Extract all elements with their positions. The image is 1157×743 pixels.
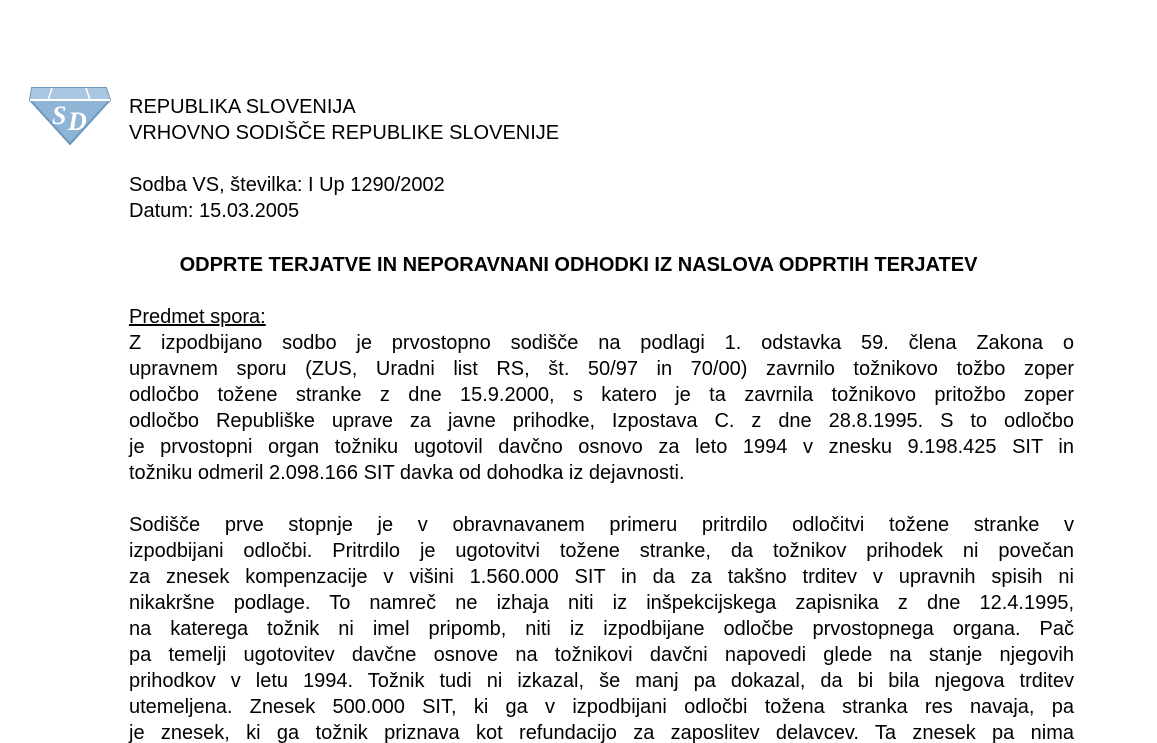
country-name: REPUBLIKA SLOVENIJA bbox=[129, 96, 356, 118]
paragraph-line: odločbo tožene stranke z dne 15.9.2000, s katero je ta zavrnila tožnikovo pritožbo zoper bbox=[129, 384, 1074, 406]
document-header bbox=[129, 94, 559, 146]
case-number: Sodba VS, številka: I Up 1290/2002 bbox=[129, 174, 445, 196]
paragraph-line: prihodkov v letu 1994. Tožnik tudi ni izkazal, še manj pa dokazal, da bi bila njegova trditev bbox=[129, 670, 1074, 692]
svg-text:D: D bbox=[68, 107, 87, 136]
paragraph-line: utemeljena. Znesek 500.000 SIT, ki ga v izpodbijani odločbi tožena stranka res navaja, pa bbox=[129, 696, 1074, 718]
case-meta bbox=[129, 172, 445, 224]
section-heading: Predmet spora: bbox=[129, 306, 266, 328]
paragraph-line: na katerega tožnik ni imel pripomb, niti iz izpodbijane odločbe prvostopnega organa. Pač bbox=[129, 618, 1074, 640]
paragraph-1 bbox=[129, 330, 1074, 486]
paragraph-line: nikakršne podlage. To namreč ne izhaja niti iz inšpekcijskega zapisnika z dne 12.4.1995, bbox=[129, 592, 1074, 614]
paragraph-line: Sodišče prve stopnje je v obravnavanem primeru pritrdilo odločitvi tožene stranke v bbox=[129, 514, 1074, 536]
court-name: VRHOVNO SODIŠČE REPUBLIKE SLOVENIJE bbox=[129, 122, 560, 144]
document-title: ODPRTE TERJATVE IN NEPORAVNANI ODHODKI IZ NASLOVA ODPRTIH TERJATEV bbox=[179, 254, 978, 276]
paragraph-line: upravnem sporu (ZUS, Uradni list RS, št. 50/97 in 70/00) zavrnilo tožnikovo tožbo zoper bbox=[129, 358, 1074, 380]
svg-text:S: S bbox=[52, 101, 67, 130]
paragraph-line: je znesek, ki ga tožnik priznava kot refundacijo za zaposlitev delavcev. Ta znesek pa nima bbox=[129, 722, 1074, 743]
case-date: Datum: 15.03.2005 bbox=[129, 200, 300, 222]
paragraph-line: izpodbijani odločbi. Pritrdilo je ugotovitvi tožene stranke, da tožnikov prihodek ni povečan bbox=[129, 540, 1074, 562]
paragraph-line: je prvostopni organ tožniku ugotovil davčno osnovo za leto 1994 v znesku 9.198.425 SIT in bbox=[129, 436, 1074, 458]
paragraph-line: za znesek kompenzacije v višini 1.560.000 SIT in da za takšno trditev v upravnih spisih ni bbox=[129, 566, 1074, 588]
paragraph-line: pa temelji ugotovitev davčne osnove na tožnikovi davčni napovedi glede na stanje njegovih bbox=[129, 644, 1074, 666]
paragraph-2 bbox=[129, 512, 1074, 743]
paragraph-line: Z izpodbijano sodbo je prvostopno sodišče na podlagi 1. odstavka 59. člena Zakona o bbox=[129, 332, 1074, 354]
court-emblem-icon bbox=[26, 78, 112, 148]
paragraph-line: tožniku odmeril 2.098.166 SIT davka od dohodka iz dejavnosti. bbox=[129, 462, 685, 484]
paragraph-line: odločbo Republiške uprave za javne prihodke, Izpostava C. z dne 28.8.1995. S to odločbo bbox=[129, 410, 1074, 432]
